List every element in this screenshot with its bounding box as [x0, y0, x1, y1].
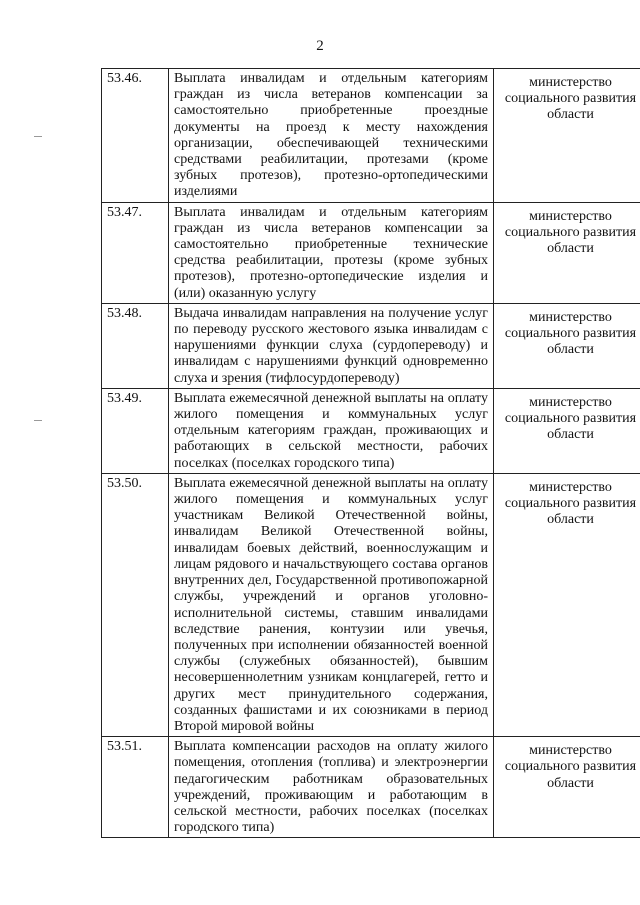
table-row [102, 473, 640, 736]
responsible-authority: министерство социального развития области [504, 743, 637, 791]
table-row [102, 202, 640, 303]
row-number: 53.48. [102, 303, 169, 388]
table-row [102, 388, 640, 473]
responsible-authority: министерство социального развития области [504, 309, 637, 358]
table-row [102, 69, 640, 203]
page-number: 2 [316, 38, 324, 54]
services-table [101, 68, 640, 838]
row-number: 53.46. [102, 69, 169, 203]
responsible-authority-cell [494, 388, 640, 473]
row-number: 53.51. [102, 737, 169, 838]
responsible-authority: министерство социального развития области [504, 75, 637, 123]
responsible-authority-cell [494, 303, 640, 388]
services-table-body [102, 69, 640, 838]
margin-mark [34, 420, 42, 421]
service-description: Выплата компенсации расходов на оплату жилого помещения, отопления (топлива) и электроэнергии педагогическим работникам образовательных учреждений, проживающим и работающим в сельской местности, рабочих поселках (поселках городского типа) [169, 737, 494, 838]
responsible-authority-cell [494, 202, 640, 303]
responsible-authority: министерство социального развития области [504, 208, 637, 257]
service-description: Выплата инвалидам и отдельным категориям граждан из числа ветеранов компенсации за самостоятельно приобретенные технические средства реабилитации, протезы (кроме зубных протезов), протезно-ортопедические изделия и (или) оказанную услугу [169, 202, 494, 303]
responsible-authority-cell [494, 737, 640, 838]
row-number: 53.50. [102, 473, 169, 736]
responsible-authority-cell [494, 69, 640, 203]
margin-mark [34, 136, 42, 137]
service-description: Выплата ежемесячной денежной выплаты на оплату жилого помещения и коммунальных услуг участникам Великой Отечественной войны, инвалидам Великой Отечественной войны, инвалидам боевых действий, военнослужащим и лицам рядового и начальствующего состава органов внутренних дел, Государственной противопожарной службы, учреждений и органов уголовно-исполнительной системы, ставшим инвалидами вследствие ранения, контузии или увечья, полученных при исполнении обязанностей военной службы (служебных обязанностей), бывшим несовершеннолетним узникам концлагерей, гетто и других мест принудительного содержания, созданных фашистами и их союзниками в период Второй мировой войны [169, 473, 494, 736]
table-row [102, 737, 640, 838]
table-row [102, 303, 640, 388]
responsible-authority: министерство социального развития области [504, 479, 637, 528]
row-number: 53.47. [102, 202, 169, 303]
service-description: Выдача инвалидам направления на получение услуг по переводу русского жестового языка инвалидам с нарушениями функции слуха (сурдопереводу) и инвалидам с нарушениями функций одновременно слуха и зрения (тифлосурдопереводу) [169, 303, 494, 388]
service-description: Выплата ежемесячной денежной выплаты на оплату жилого помещения и коммунальных услуг отдельным категориям граждан, проживающих и работающих в сельской местности, рабочих поселках (поселках городского типа) [169, 388, 494, 473]
row-number: 53.49. [102, 388, 169, 473]
responsible-authority: министерство социального развития области [504, 394, 637, 443]
responsible-authority-cell [494, 473, 640, 736]
service-description: Выплата инвалидам и отдельным категориям граждан из числа ветеранов компенсации за самостоятельно приобретенные проездные документы на проезд к месту нахождения организации, обеспечивающей техническими средствами реабилитации, протезами (кроме зубных протезов), протезно-ортопедическими изделиями [169, 69, 494, 203]
